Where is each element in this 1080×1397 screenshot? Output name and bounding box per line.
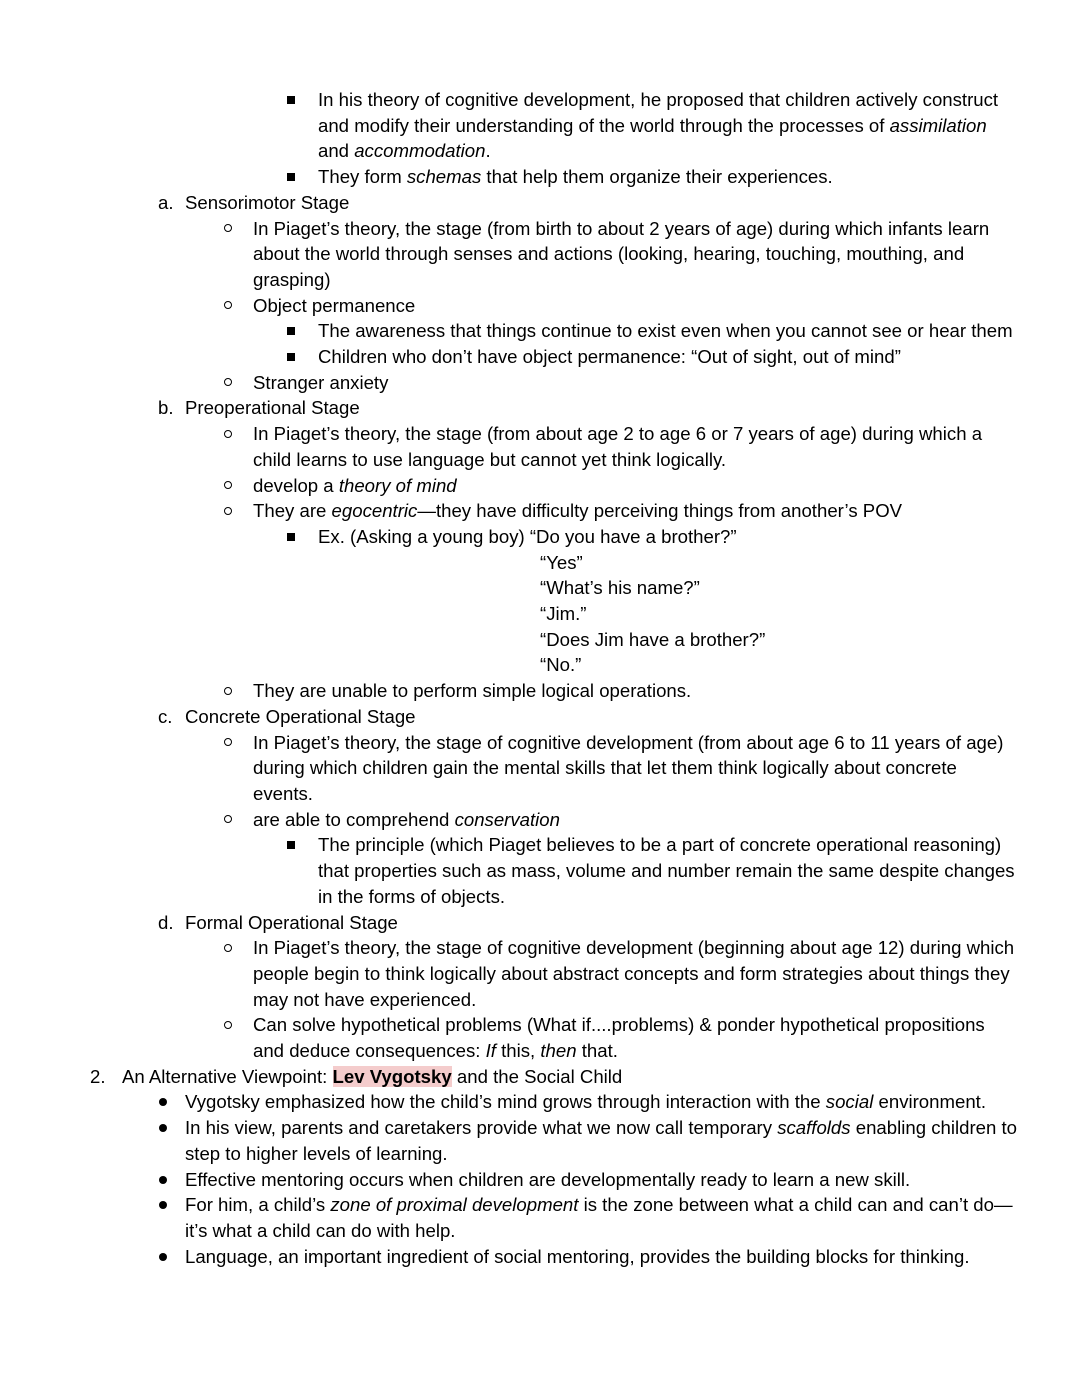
circle-bullet-icon [224, 224, 232, 232]
list-item-text: They are egocentric—they have difficulty perceiving things from another’s POV [253, 500, 903, 522]
list-item [0, 87, 1018, 164]
list-item-text: Object permanence [253, 294, 416, 316]
list-item [0, 730, 1018, 807]
list-item-text: Concrete Operational Stage [185, 705, 416, 727]
highlighted-text: Lev Vygotsky [332, 1065, 452, 1087]
square-bullet-icon [287, 841, 295, 849]
list-item-text: In his theory of cognitive development, he proposed that children actively construct and modify their understanding of the world through the processes of assimilation and accommodation. [318, 89, 999, 162]
list-item [0, 807, 1018, 833]
letter-list-marker: d. [158, 911, 174, 933]
list-item-text: In his view, parents and caretakers provide what we now call temporary scaffolds enabling children to step to higher levels of learning. [185, 1117, 1018, 1164]
list-item [0, 524, 1018, 550]
list-item [0, 935, 1018, 1012]
list-item-text: Language, an important ingredient of social mentoring, provides the building blocks for thinking. [185, 1245, 970, 1267]
list-item [0, 1115, 1018, 1166]
circle-bullet-icon [224, 687, 232, 695]
list-item-text: In Piaget’s theory, the stage of cognitive development (beginning about age 12) during which people begin to think logically about abstract concepts and form strategies about things they may not have experienced. [253, 937, 1015, 1010]
list-item-text: Ex. (Asking a young boy) “Do you have a brother?” [318, 525, 737, 547]
list-item [0, 395, 1018, 421]
list-item [0, 318, 1018, 344]
list-item [0, 1064, 1018, 1090]
square-bullet-icon [287, 533, 295, 541]
list-item [0, 421, 1018, 472]
square-bullet-icon [287, 96, 295, 104]
list-item-text: “What’s his name?” [540, 577, 700, 599]
list-item-text: Effective mentoring occurs when children are developmentally ready to learn a new skill. [185, 1168, 911, 1190]
list-item [0, 473, 1018, 499]
letter-list-marker: a. [158, 191, 174, 213]
list-item [0, 216, 1018, 293]
list-item-text: They form schemas that help them organize their experiences. [318, 166, 833, 188]
circle-bullet-icon [224, 507, 232, 515]
disc-bullet-icon [159, 1098, 167, 1106]
list-item-text: Vygotsky emphasized how the child’s mind grows through interaction with the social environment. [185, 1091, 986, 1113]
list-item-text: Preoperational Stage [185, 397, 360, 419]
circle-bullet-icon [224, 430, 232, 438]
list-item-text: Stranger anxiety [253, 371, 389, 393]
list-item [0, 1192, 1018, 1243]
disc-bullet-icon [159, 1124, 167, 1132]
list-item [0, 164, 1018, 190]
circle-bullet-icon [224, 1021, 232, 1029]
list-item-text: They are unable to perform simple logical operations. [253, 680, 692, 702]
list-item [0, 678, 1018, 704]
list-item-text: In Piaget’s theory, the stage (from about age 2 to age 6 or 7 years of age) during which a child learns to use language but cannot yet think logically. [253, 423, 983, 470]
letter-list-marker: b. [158, 397, 174, 419]
list-item [0, 1089, 1018, 1115]
square-bullet-icon [287, 327, 295, 335]
circle-bullet-icon [224, 378, 232, 386]
list-item-text: In Piaget’s theory, the stage of cognitive development (from about age 6 to 11 years of age) during which children gain the mental skills that let them think logically about concrete events. [253, 731, 1004, 804]
list-item [0, 652, 1018, 678]
letter-list-marker: c. [158, 705, 173, 727]
list-item-text: An Alternative Viewpoint: Lev Vygotsky and the Social Child [122, 1065, 623, 1087]
list-item [0, 550, 1018, 576]
list-item [0, 704, 1018, 730]
list-item-text: develop a theory of mind [253, 474, 457, 496]
list-item-text: Sensorimotor Stage [185, 191, 350, 213]
circle-bullet-icon [224, 738, 232, 746]
list-item [0, 498, 1018, 524]
disc-bullet-icon [159, 1201, 167, 1209]
list-item [0, 575, 1018, 601]
number-list-marker: 2. [90, 1065, 106, 1087]
disc-bullet-icon [159, 1253, 167, 1261]
square-bullet-icon [287, 353, 295, 361]
list-item-text: Children who don’t have object permanence: “Out of sight, out of mind” [318, 346, 901, 368]
circle-bullet-icon [224, 481, 232, 489]
document-body [0, 87, 1018, 1269]
list-item-text: The principle (which Piaget believes to be a part of concrete operational reasoning) that properties such as mass, volume and number remain the same despite changes in the forms of objects. [318, 834, 1015, 907]
list-item-text: Can solve hypothetical problems (What if....problems) & ponder hypothetical propositions and deduce consequences: If this, then that. [253, 1014, 985, 1062]
list-item [0, 370, 1018, 396]
square-bullet-icon [287, 173, 295, 181]
list-item-text: “No.” [540, 654, 582, 676]
list-item [0, 601, 1018, 627]
circle-bullet-icon [224, 301, 232, 309]
list-item [0, 344, 1018, 370]
list-item [0, 1167, 1018, 1193]
circle-bullet-icon [224, 815, 232, 823]
list-item [0, 627, 1018, 653]
list-item-text: The awareness that things continue to exist even when you cannot see or hear them [318, 320, 1013, 342]
list-item-text: are able to comprehend conservation [253, 808, 560, 830]
list-item [0, 1244, 1018, 1270]
list-item [0, 1012, 1018, 1063]
list-item [0, 190, 1018, 216]
list-item [0, 910, 1018, 936]
list-item-text: For him, a child’s zone of proximal development is the zone between what a child can and can’t do—it’s what a child can do with help. [185, 1194, 1013, 1241]
list-item-text: “Jim.” [540, 603, 587, 625]
list-item-text: Formal Operational Stage [185, 911, 398, 933]
disc-bullet-icon [159, 1176, 167, 1184]
list-item-text: In Piaget’s theory, the stage (from birth to about 2 years of age) during which infants learn about the world through senses and actions (looking, hearing, touching, mouthing, and grasping) [253, 217, 990, 290]
list-item [0, 293, 1018, 319]
list-item [0, 832, 1018, 909]
circle-bullet-icon [224, 944, 232, 952]
list-item-text: “Does Jim have a brother?” [540, 628, 766, 650]
list-item-text: “Yes” [540, 551, 583, 573]
